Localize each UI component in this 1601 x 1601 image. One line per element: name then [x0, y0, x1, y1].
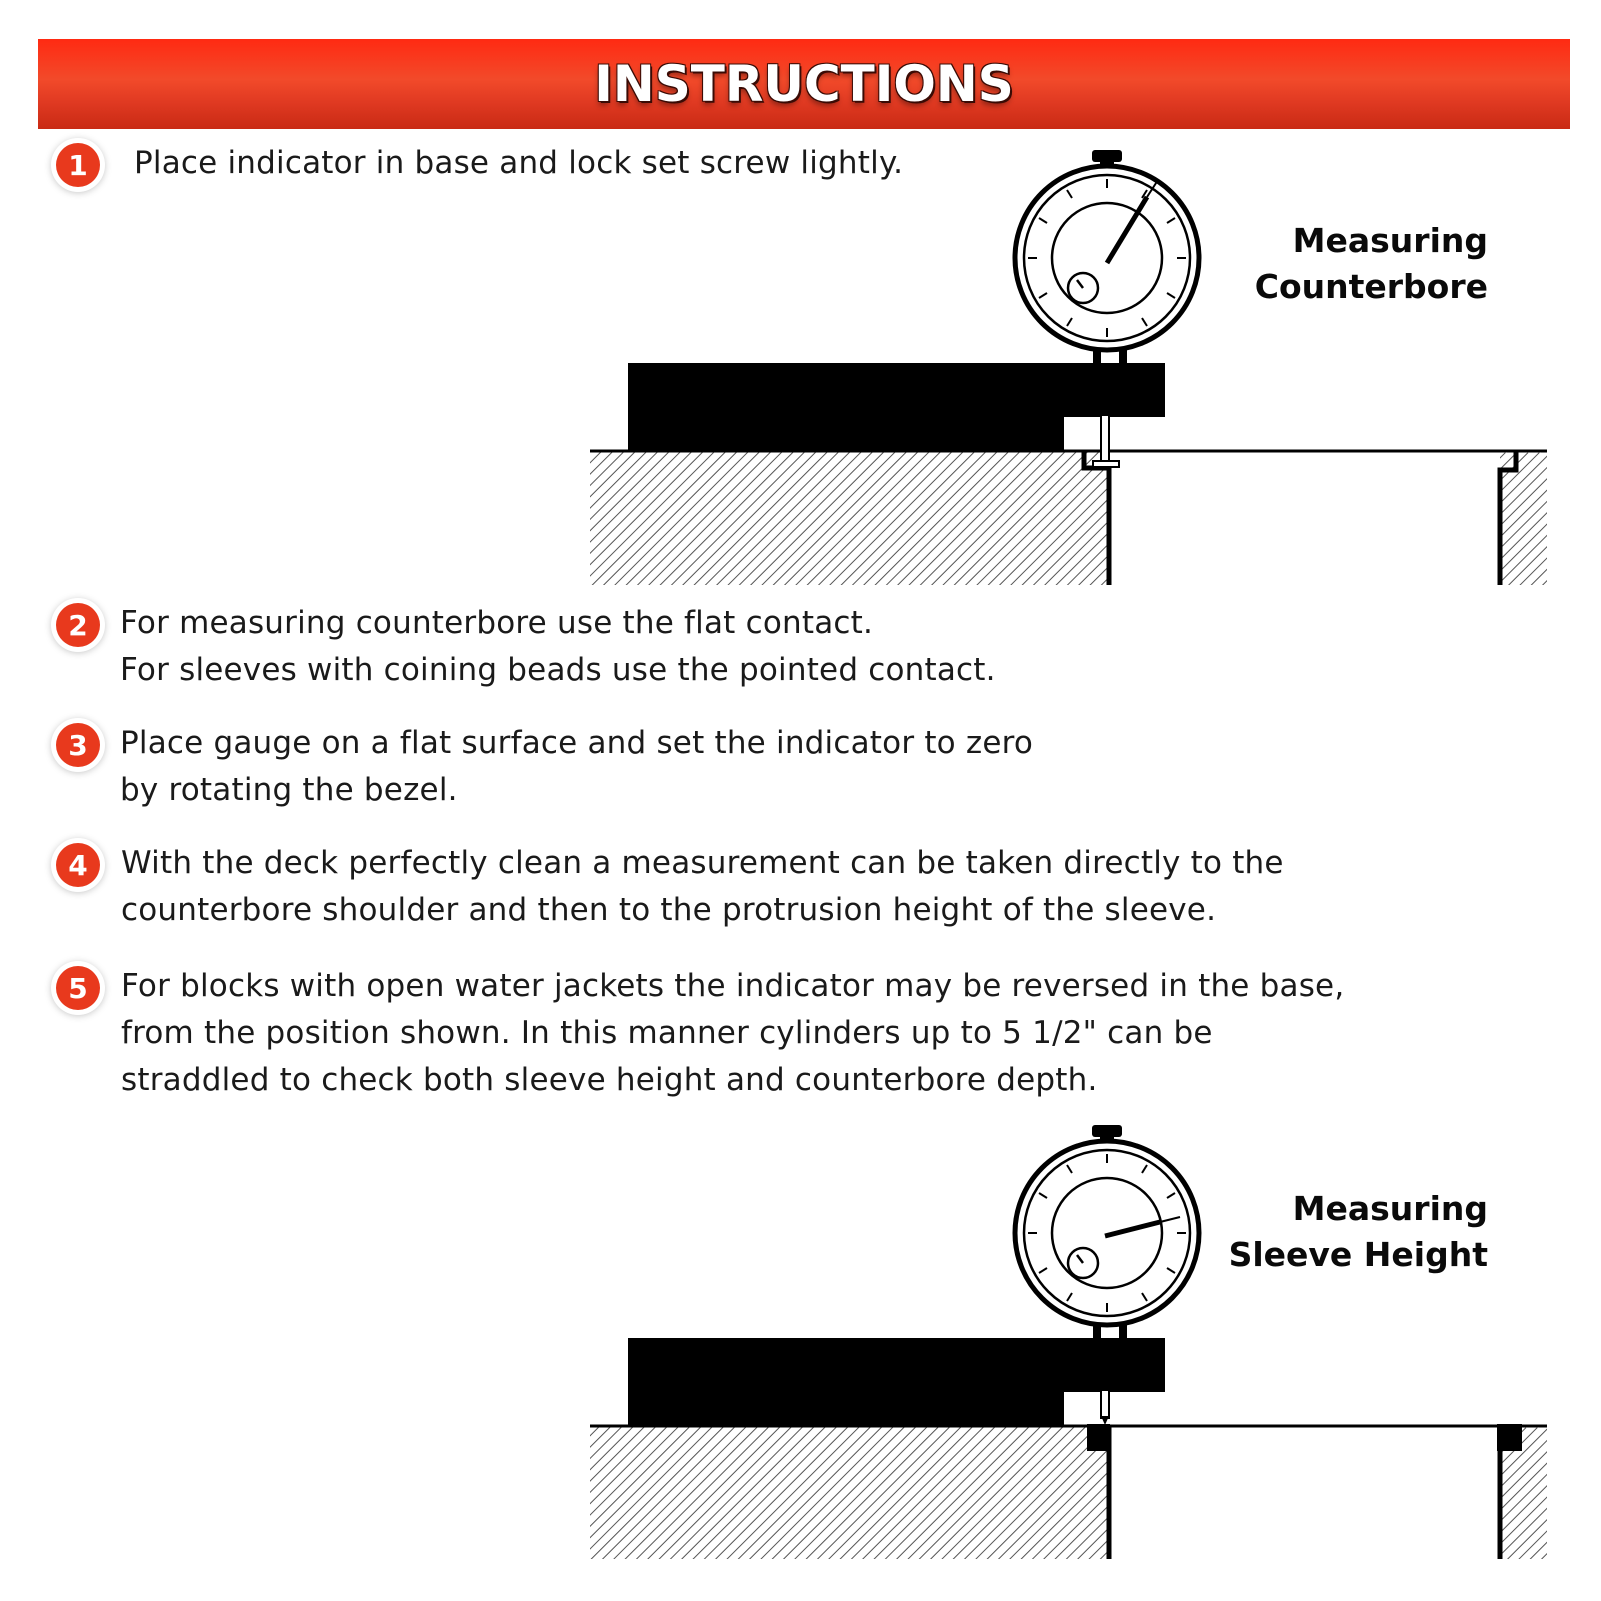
step-text: Place gauge on a flat surface and set the indicator to zero by rotating the bezel.: [120, 725, 1034, 808]
sleeve-protrusion-right: [1497, 1424, 1522, 1451]
gauge-base: [628, 363, 1165, 451]
diagram-label-line1: Measuring: [1292, 221, 1488, 260]
step-2: [56, 603, 996, 694]
counterbore-diagram: [0, 0, 1601, 600]
sleeve-height-diagram: [0, 1100, 1601, 1601]
step-number-badge: 5: [56, 966, 100, 1010]
engine-block-deck: [590, 450, 1110, 585]
dial-indicator: [1015, 150, 1199, 363]
step-3: [56, 723, 1033, 814]
step-text: For blocks with open water jackets the indicator may be reversed in the base, from the position shown. In this manner cylinders up to 5 1/2" can be straddled to check both sleeve height and counterbore depth.: [121, 968, 1345, 1098]
step-number-badge: 3: [56, 723, 100, 767]
diagram-label-line2: Counterbore: [1254, 267, 1488, 306]
sleeve-protrusion-left: [1087, 1424, 1110, 1451]
gauge-base: [628, 1338, 1165, 1426]
flat-contact: [1093, 461, 1119, 467]
header-title: INSTRUCTIONS: [594, 55, 1014, 113]
step-5: [56, 966, 1344, 1104]
diagram-label-line1: Measuring: [1292, 1189, 1488, 1228]
step-4: [56, 843, 1284, 934]
step-number-badge: 4: [56, 843, 100, 887]
engine-block-deck: [590, 1425, 1110, 1559]
step-text: Place indicator in base and lock set screw lightly.: [134, 145, 904, 181]
step-number-badge: 2: [56, 603, 100, 647]
pointed-contact: [1101, 1416, 1109, 1425]
diagram-label-line2: Sleeve Height: [1228, 1235, 1488, 1274]
dial-indicator: [1015, 1125, 1199, 1338]
step-text: For measuring counterbore use the flat contact. For sleeves with coining beads use the pointed contact.: [120, 605, 996, 688]
step-number-badge: 1: [56, 143, 100, 187]
step-text: With the deck perfectly clean a measurement can be taken directly to the counterbore shoulder and then to the protrusion height of the sleeve.: [121, 845, 1284, 928]
